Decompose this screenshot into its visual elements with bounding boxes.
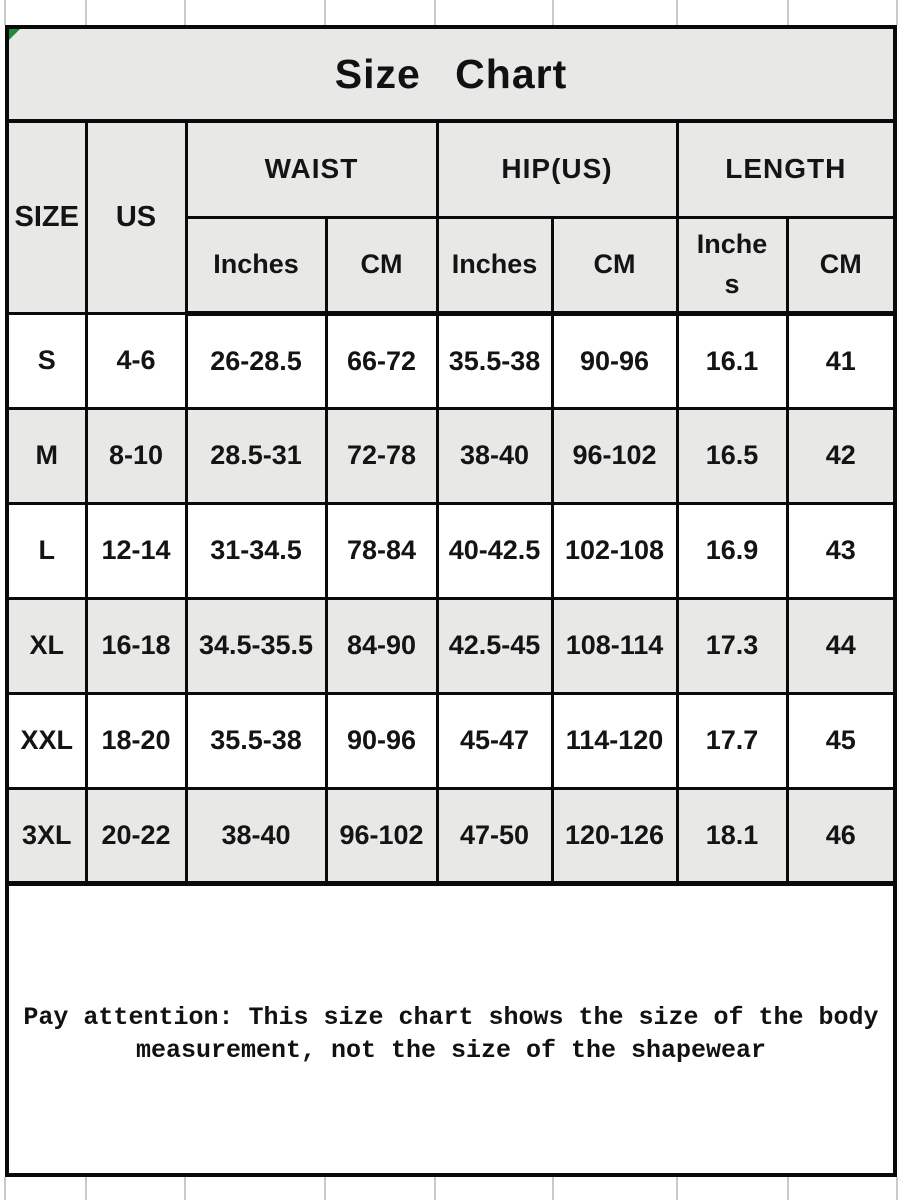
grid-tick (787, 1177, 789, 1200)
excel-corner-marker-icon (9, 29, 20, 40)
header-waist-inches: Inches (186, 217, 326, 313)
grid-tick (85, 1177, 87, 1200)
grid-tick (434, 1177, 436, 1200)
cell-waist-cm: 78-84 (326, 503, 437, 598)
cell-hip-in: 40-42.5 (437, 503, 552, 598)
table-row-xl (9, 598, 893, 693)
cell-waist-in: 35.5-38 (186, 693, 326, 788)
size-table (9, 123, 893, 886)
header-hip-inches: Inches (437, 217, 552, 313)
grid-tick (896, 1177, 898, 1200)
header-hip: HIP(US) (437, 123, 677, 217)
cell-size: S (9, 313, 86, 408)
grid-tick (676, 0, 678, 25)
header-length: LENGTH (677, 123, 893, 217)
grid-tick (434, 0, 436, 25)
cell-hip-in: 35.5-38 (437, 313, 552, 408)
cell-len-in: 16.5 (677, 408, 787, 503)
table-row-xxl (9, 693, 893, 788)
cell-waist-cm: 96-102 (326, 788, 437, 883)
header-us: US (86, 123, 186, 313)
grid-tick (552, 0, 554, 25)
cell-hip-cm: 120-126 (552, 788, 677, 883)
cell-waist-cm: 66-72 (326, 313, 437, 408)
grid-tick (4, 0, 6, 25)
header-hip-cm: CM (552, 217, 677, 313)
header-length-cm: CM (787, 217, 893, 313)
cell-waist-in: 28.5-31 (186, 408, 326, 503)
cell-waist-in: 31-34.5 (186, 503, 326, 598)
cell-len-in: 17.7 (677, 693, 787, 788)
attention-note-line2: measurement, not the size of the shapewear (135, 1036, 767, 1065)
table-row-s (9, 313, 893, 408)
grid-ticks-bottom (0, 1177, 900, 1200)
cell-size: M (9, 408, 86, 503)
attention-note-line1: Pay attention: This size chart shows the size of the body (23, 1002, 879, 1032)
page-title: Size Chart (9, 29, 893, 123)
cell-len-cm: 41 (787, 313, 893, 408)
cell-waist-in: 38-40 (186, 788, 326, 883)
cell-hip-cm: 114-120 (552, 693, 677, 788)
cell-hip-cm: 90-96 (552, 313, 677, 408)
cell-len-cm: 44 (787, 598, 893, 693)
header-length-inches-label: Inches (696, 229, 768, 299)
grid-tick (85, 0, 87, 25)
grid-tick (184, 0, 186, 25)
cell-waist-cm: 84-90 (326, 598, 437, 693)
grid-ticks-top (0, 0, 900, 25)
grid-tick (787, 0, 789, 25)
cell-hip-in: 45-47 (437, 693, 552, 788)
cell-us: 8-10 (86, 408, 186, 503)
table-row-3xl (9, 788, 893, 883)
cell-us: 20-22 (86, 788, 186, 883)
cell-len-cm: 43 (787, 503, 893, 598)
cell-us: 4-6 (86, 313, 186, 408)
cell-hip-in: 42.5-45 (437, 598, 552, 693)
header-size: SIZE (9, 123, 86, 313)
cell-size: XL (9, 598, 86, 693)
cell-us: 12-14 (86, 503, 186, 598)
cell-len-cm: 42 (787, 408, 893, 503)
grid-tick (4, 1177, 6, 1200)
cell-us: 16-18 (86, 598, 186, 693)
header-waist: WAIST (186, 123, 437, 217)
grid-tick (324, 0, 326, 25)
cell-len-in: 16.1 (677, 313, 787, 408)
cell-size: 3XL (9, 788, 86, 883)
cell-len-cm: 46 (787, 788, 893, 883)
table-row-m (9, 408, 893, 503)
cell-waist-cm: 72-78 (326, 408, 437, 503)
cell-hip-cm: 108-114 (552, 598, 677, 693)
cell-len-in: 18.1 (677, 788, 787, 883)
size-chart-sheet (5, 25, 897, 1177)
cell-waist-in: 26-28.5 (186, 313, 326, 408)
table-row-l (9, 503, 893, 598)
cell-size: L (9, 503, 86, 598)
cell-hip-cm: 102-108 (552, 503, 677, 598)
cell-size: XXL (9, 693, 86, 788)
cell-us: 18-20 (86, 693, 186, 788)
grid-tick (184, 1177, 186, 1200)
header-waist-cm: CM (326, 217, 437, 313)
cell-hip-in: 47-50 (437, 788, 552, 883)
cell-waist-in: 34.5-35.5 (186, 598, 326, 693)
cell-len-in: 16.9 (677, 503, 787, 598)
cell-len-cm: 45 (787, 693, 893, 788)
cell-hip-cm: 96-102 (552, 408, 677, 503)
grid-tick (324, 1177, 326, 1200)
grid-tick (896, 0, 898, 25)
grid-tick (676, 1177, 678, 1200)
cell-len-in: 17.3 (677, 598, 787, 693)
cell-hip-in: 38-40 (437, 408, 552, 503)
cell-waist-cm: 90-96 (326, 693, 437, 788)
attention-note (9, 895, 893, 1173)
grid-tick (552, 1177, 554, 1200)
header-length-inches (677, 217, 787, 313)
